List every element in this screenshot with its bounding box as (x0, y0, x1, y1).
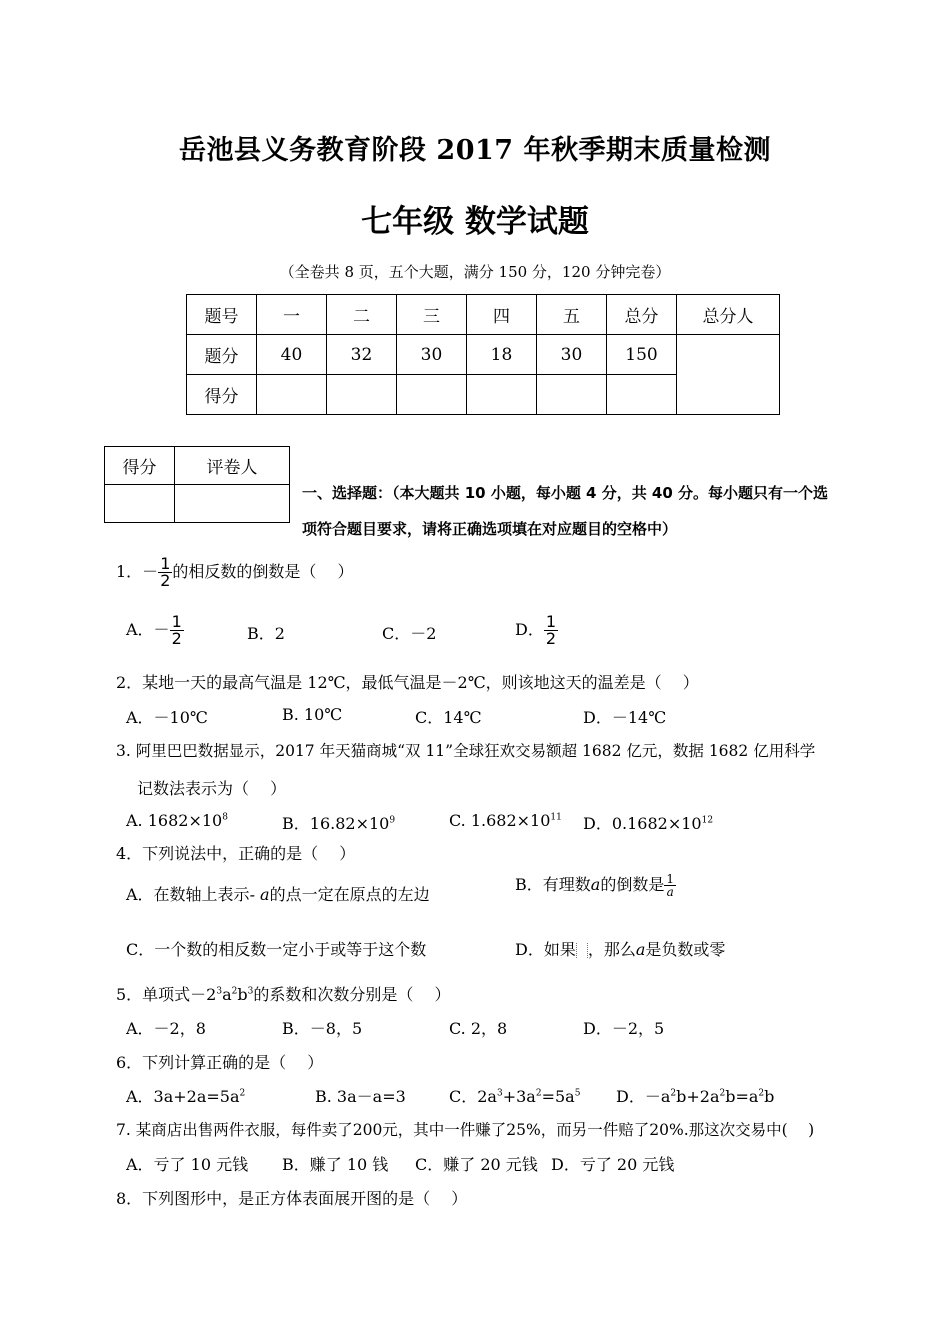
q7-option-b[interactable]: B．赚了 10 钱 (282, 1155, 389, 1174)
grader-name-label: 评卷人 (175, 447, 290, 485)
question-7: 7. 某商店出售两件衣服，每件卖了200元，其中一件赚了25%，而另一件赔了20%.那这次交易中( ) (116, 1121, 815, 1139)
score-input-cell[interactable] (537, 375, 607, 415)
q2-option-c[interactable]: C．14℃ (415, 708, 482, 727)
q6-option-b[interactable]: B. 3a－a=3 (315, 1087, 406, 1106)
row-label: 得分 (187, 375, 257, 415)
score-input-cell[interactable] (397, 375, 467, 415)
grader-score-label: 得分 (105, 447, 175, 485)
q4-option-c[interactable]: C．一个数的相反数一定小于或等于这个数 (126, 940, 427, 959)
grader-input-row (105, 485, 290, 523)
q3-option-b[interactable]: B．$16.82\times 10^9$ (282, 814, 396, 833)
header-cell: 总分 (607, 295, 677, 335)
q3-option-d[interactable]: D．$0.1682\times 10^{12}$ (583, 814, 714, 833)
fraction: $\frac{1}{a}$ (666, 872, 674, 899)
q4-option-a[interactable]: A．在数轴上表示- a的点一定在原点的左边 (126, 885, 430, 904)
fraction: $\frac{1}{2}$ (545, 612, 557, 648)
q1-text: 的相反数的倒数是（ ） (172, 562, 354, 581)
header-cell: 总分人 (677, 295, 780, 335)
q5-option-a[interactable]: A．－2，8 (126, 1019, 206, 1038)
score-table (186, 294, 780, 415)
exam-note: （全卷共 8 页，五个大题，满分 150 分，120 分钟完卷） (279, 263, 671, 281)
score-input-cell[interactable] (327, 375, 397, 415)
question-3-line2: 记数法表示为（ ） (137, 779, 287, 798)
question-5: 5．单项式$-2^3a^2b^3$的系数和次数分别是（ ） (116, 985, 451, 1004)
q2-option-b[interactable]: B. 10℃ (282, 705, 343, 724)
header-cell: 二 (327, 295, 397, 335)
q1-option-c[interactable]: C．－2 (382, 624, 437, 643)
header-cell: 题号 (187, 295, 257, 335)
header-cell: 四 (467, 295, 537, 335)
question-3-line1: 3. 阿里巴巴数据显示，2017 年天猫商城“双 11”全球狂欢交易额超 1682 亿元，数据 1682 亿用科学 (116, 742, 816, 760)
q6-option-c[interactable]: C．$2a^3+3a^2=5a^5$ (449, 1087, 581, 1106)
score-input-cell[interactable] (257, 375, 327, 415)
exam-title: 岳池县义务教育阶段 2017 年秋季期末质量检测 (179, 135, 771, 166)
q4-option-d[interactable]: D．如果 ，那么a是负数或零 (515, 940, 726, 959)
question-4: 4．下列说法中，正确的是（ ） (116, 844, 356, 863)
row-label: 题分 (187, 335, 257, 375)
points-cell: 150 (607, 335, 677, 375)
variable: a (590, 875, 601, 894)
q1-number: 1．－ (116, 562, 159, 581)
q5-option-d[interactable]: D．－2，5 (583, 1019, 665, 1038)
q1-option-d[interactable]: D． $\frac{1}{2}$ (515, 612, 557, 648)
points-cell: 30 (537, 335, 607, 375)
grader-header-row (105, 447, 290, 485)
q2-option-d[interactable]: D．－14℃ (583, 708, 667, 727)
question-2: 2．某地一天的最高气温是 12℃，最低气温是－2℃，则该地这天的温差是（ ） (116, 673, 699, 692)
header-cell: 三 (397, 295, 467, 335)
score-table-points-row (187, 335, 780, 375)
q7-option-d[interactable]: D．亏了 20 元钱 (551, 1155, 675, 1174)
q4-option-b[interactable]: B．有理数a的倒数是 $\frac{1}{a}$ (515, 872, 674, 899)
points-cell: 30 (397, 335, 467, 375)
total-grader-cell[interactable] (677, 335, 780, 415)
q5-option-b[interactable]: B．－8，5 (282, 1019, 363, 1038)
grader-table (104, 446, 290, 523)
q6-option-d[interactable]: D．$-a^2b+2a^2b=a^2b$ (616, 1087, 775, 1106)
section1-heading-line1: 一、选择题：（本大题共 10 小题，每小题 4 分，共 40 分。每小题只有一个选 (302, 484, 829, 502)
q1-option-a[interactable]: A．－ $\frac{1}{2}$ (126, 612, 182, 648)
exam-subtitle: 七年级 数学试题 (361, 204, 589, 240)
question-8: 8．下列图形中，是正方体表面展开图的是（ ） (116, 1189, 468, 1208)
q7-option-c[interactable]: C．赚了 20 元钱 (415, 1155, 538, 1174)
q5-option-c[interactable]: C. 2，8 (449, 1019, 508, 1038)
question-6: 6．下列计算正确的是（ ） (116, 1053, 324, 1072)
q7-option-a[interactable]: A．亏了 10 元钱 (126, 1155, 249, 1174)
q3-option-c[interactable]: C. $1.682\times 10^{11}$ (449, 811, 562, 830)
section1-heading-line2: 项符合题目要求，请将正确选项填在对应题目的空格中） (302, 520, 678, 538)
fraction: $\frac{1}{2}$ (171, 612, 182, 648)
grader-name-cell[interactable] (175, 485, 290, 523)
q3-option-a[interactable]: A. $1682\times 10^8$ (126, 811, 228, 830)
grader-score-cell[interactable] (105, 485, 175, 523)
points-cell: 32 (327, 335, 397, 375)
points-cell: 40 (257, 335, 327, 375)
score-table-header-row (187, 295, 780, 335)
question-1 (116, 556, 353, 589)
q1-option-b[interactable]: B．2 (247, 624, 285, 643)
score-input-cell[interactable] (467, 375, 537, 415)
fraction: $\frac{1}{2}$ (160, 554, 171, 590)
q6-option-a[interactable]: A．$3a+2a=5a^2$ (126, 1087, 246, 1106)
header-cell: 一 (257, 295, 327, 335)
q2-option-a[interactable]: A．－10℃ (126, 708, 208, 727)
formula-placeholder (576, 943, 588, 958)
header-cell: 五 (537, 295, 607, 335)
variable: - a (249, 885, 270, 904)
variable: a (635, 940, 646, 959)
score-input-cell[interactable] (607, 375, 677, 415)
points-cell: 18 (467, 335, 537, 375)
